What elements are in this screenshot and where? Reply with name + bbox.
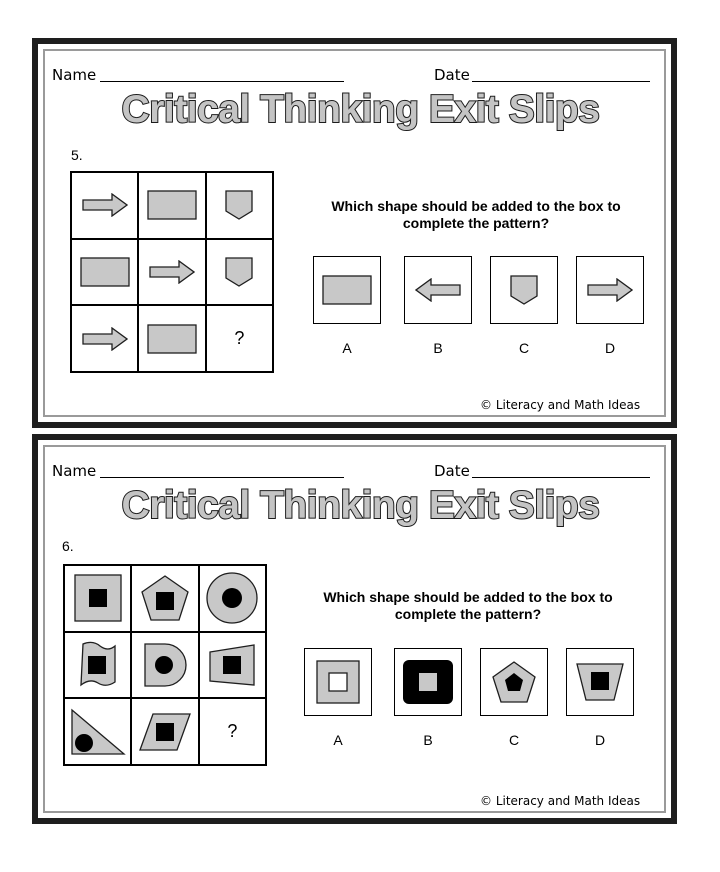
name-label: Name: [52, 66, 97, 84]
copyright-credit: © Literacy and Math Ideas: [480, 794, 641, 808]
grid-cell: [131, 632, 198, 699]
arrow-right-icon: [149, 260, 195, 284]
quad-with-square-icon: [208, 644, 256, 686]
wavy-with-square-icon: [78, 641, 118, 689]
exit-slip-card-5: [32, 38, 677, 428]
missing-cell[interactable]: [206, 305, 273, 372]
question-text: Which shape should be added to the box to complete the pattern?: [323, 589, 613, 622]
option-d[interactable]: [566, 648, 634, 716]
option-c[interactable]: [490, 256, 558, 324]
grid-cell: [138, 172, 205, 239]
pattern-grid: [63, 564, 267, 766]
pattern-grid: [70, 171, 274, 373]
grid-cell: [71, 305, 138, 372]
grid-cell: [138, 305, 205, 372]
option-b-label: B: [423, 732, 433, 748]
option-b[interactable]: [394, 648, 462, 716]
exit-slip-card-6: [32, 434, 677, 824]
d-shape-with-circle-icon: [143, 642, 187, 688]
option-d-label: D: [604, 340, 616, 356]
rectangle-icon: [147, 190, 197, 220]
arrow-left-icon: [415, 278, 461, 302]
pentagon-with-square-icon: [141, 575, 189, 621]
grid-cell: [199, 565, 266, 632]
pentagon-shield-icon: [510, 275, 538, 305]
pentagon-shield-icon: [225, 190, 253, 220]
circle-with-circle-icon: [206, 572, 258, 624]
name-label: Name: [52, 462, 97, 480]
missing-cell[interactable]: [199, 698, 266, 765]
question-mark: ?: [227, 721, 238, 742]
option-b-label: B: [433, 340, 443, 356]
grid-cell: [64, 565, 131, 632]
grid-cell: [64, 698, 131, 765]
option-b[interactable]: [404, 256, 472, 324]
question-number: 6.: [62, 538, 74, 554]
grid-cell: [131, 698, 198, 765]
arrow-right-icon: [82, 327, 128, 351]
grid-cell: [71, 239, 138, 306]
date-field[interactable]: [472, 477, 650, 478]
date-label: Date: [434, 462, 470, 480]
page-title: Critical Thinking Exit Slips: [121, 484, 600, 527]
parallelogram-with-square-icon: [139, 713, 191, 751]
option-c-label: C: [518, 340, 530, 356]
triangle-with-circle-icon: [70, 708, 126, 756]
rectangle-icon: [147, 324, 197, 354]
copyright-credit: © Literacy and Math Ideas: [480, 398, 641, 412]
option-a[interactable]: [313, 256, 381, 324]
question-text: Which shape should be added to the box to complete the pattern?: [331, 198, 621, 231]
question-number: 5.: [71, 147, 83, 163]
black-square-with-gray-square-icon: [403, 660, 453, 704]
grid-cell: [199, 632, 266, 699]
gray-square-with-white-square-icon: [316, 660, 360, 704]
option-d[interactable]: [576, 256, 644, 324]
name-field[interactable]: [100, 81, 344, 82]
option-a[interactable]: [304, 648, 372, 716]
rectangle-icon: [322, 275, 372, 305]
grid-cell: [206, 239, 273, 306]
question-mark: ?: [234, 328, 245, 349]
grid-cell: [71, 172, 138, 239]
grid-cell: [64, 632, 131, 699]
option-c-label: C: [508, 732, 520, 748]
pentagon-with-pentagon-icon: [492, 661, 536, 703]
date-label: Date: [434, 66, 470, 84]
arrow-right-icon: [587, 278, 633, 302]
option-a-label: A: [333, 732, 343, 748]
pentagon-shield-icon: [225, 257, 253, 287]
grid-cell: [206, 172, 273, 239]
option-c[interactable]: [480, 648, 548, 716]
arrow-right-icon: [82, 193, 128, 217]
square-with-square-icon: [74, 574, 122, 622]
trapezoid-with-square-icon: [576, 663, 624, 701]
option-d-label: D: [594, 732, 606, 748]
grid-cell: [131, 565, 198, 632]
name-field[interactable]: [100, 477, 344, 478]
rectangle-icon: [80, 257, 130, 287]
page-title: Critical Thinking Exit Slips: [121, 88, 600, 131]
date-field[interactable]: [472, 81, 650, 82]
option-a-label: A: [342, 340, 352, 356]
grid-cell: [138, 239, 205, 306]
